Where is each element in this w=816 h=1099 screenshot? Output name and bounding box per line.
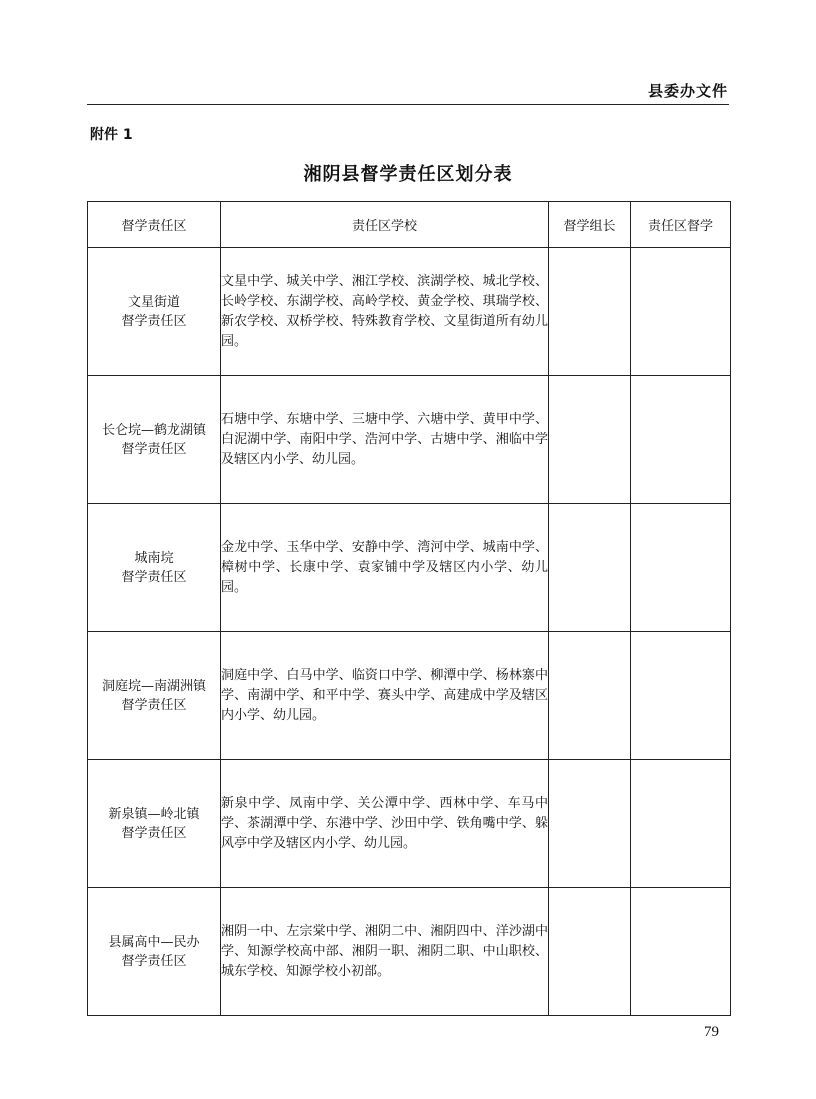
zone-cell <box>88 632 221 760</box>
table-row <box>88 760 731 888</box>
inspector-cell <box>631 504 731 632</box>
table-row <box>88 504 731 632</box>
leader-cell <box>549 632 631 760</box>
document-title: 湘阴县督学责任区划分表 <box>303 164 513 185</box>
schools-cell: 湘阴一中、左宗棠中学、湘阴二中、湘阴四中、洋沙湖中学、知源学校高中部、湘阴一职、湘阴二职、中山职校、城东学校、知源学校小初部。 <box>221 888 549 1016</box>
inspector-cell <box>631 248 731 376</box>
zone-cell <box>88 504 221 632</box>
column-header-zone: 督学责任区 <box>88 202 221 248</box>
column-header-schools: 责任区学校 <box>221 202 549 248</box>
schools-cell: 金龙中学、玉华中学、安静中学、湾河中学、城南中学、樟树中学、长康中学、袁家铺中学及辖区内小学、幼儿园。 <box>221 504 549 632</box>
page-number: 79 <box>704 1024 719 1040</box>
zone-table <box>87 201 731 1016</box>
table-row <box>88 248 731 376</box>
table-row <box>88 632 731 760</box>
zone-suffix: 督学责任区 <box>121 313 187 329</box>
schools-cell: 石塘中学、东塘中学、三塘中学、六塘中学、黄甲中学、白泥湖中学、南阳中学、浩河中学、古塘中学、湘临中学及辖区内小学、幼儿园。 <box>221 376 549 504</box>
schools-cell: 新泉中学、凤南中学、关公潭中学、西林中学、车马中学、茶湖潭中学、东港中学、沙田中学、铁角嘴中学、躲风亭中学及辖区内小学、幼儿园。 <box>221 760 549 888</box>
zone-name: 县属高中—民办 <box>108 934 200 950</box>
header-title: 县委办文件 <box>647 82 728 100</box>
zone-name: 文星街道 <box>127 294 180 310</box>
zone-cell <box>88 888 221 1016</box>
inspector-cell <box>631 632 731 760</box>
column-header-leader: 督学组长 <box>549 202 631 248</box>
zone-suffix: 督学责任区 <box>121 569 187 585</box>
inspector-cell <box>631 888 731 1016</box>
inspector-cell <box>631 760 731 888</box>
header-divider <box>87 104 729 105</box>
table-row <box>88 888 731 1016</box>
table-row <box>88 376 731 504</box>
leader-cell <box>549 376 631 504</box>
zone-name: 新泉镇—岭北镇 <box>108 806 200 822</box>
schools-cell: 洞庭中学、白马中学、临资口中学、柳潭中学、杨林寨中学、南湖中学、和平中学、赛头中学、高建成中学及辖区内小学、幼儿园。 <box>221 632 549 760</box>
inspector-cell <box>631 376 731 504</box>
zone-suffix: 督学责任区 <box>121 441 187 457</box>
schools-cell: 文星中学、城关中学、湘江学校、滨湖学校、城北学校、长岭学校、东湖学校、高岭学校、黄金学校、琪瑞学校、新农学校、双桥学校、特殊教育学校、文星街道所有幼儿园。 <box>221 248 549 376</box>
zone-name: 洞庭垸—南湖洲镇 <box>101 678 206 694</box>
attachment-label: 附件 1 <box>90 127 133 143</box>
leader-cell <box>549 760 631 888</box>
zone-cell <box>88 248 221 376</box>
leader-cell <box>549 504 631 632</box>
zone-name: 城南垸 <box>134 550 174 566</box>
leader-cell <box>549 888 631 1016</box>
column-header-inspector: 责任区督学 <box>631 202 731 248</box>
zone-cell <box>88 760 221 888</box>
zone-suffix: 督学责任区 <box>121 697 187 713</box>
zone-cell <box>88 376 221 504</box>
zone-suffix: 督学责任区 <box>121 825 187 841</box>
leader-cell <box>549 248 631 376</box>
zone-suffix: 督学责任区 <box>121 953 187 969</box>
table-header-row <box>88 202 731 248</box>
zone-name: 长仑垸—鹤龙湖镇 <box>101 422 206 438</box>
